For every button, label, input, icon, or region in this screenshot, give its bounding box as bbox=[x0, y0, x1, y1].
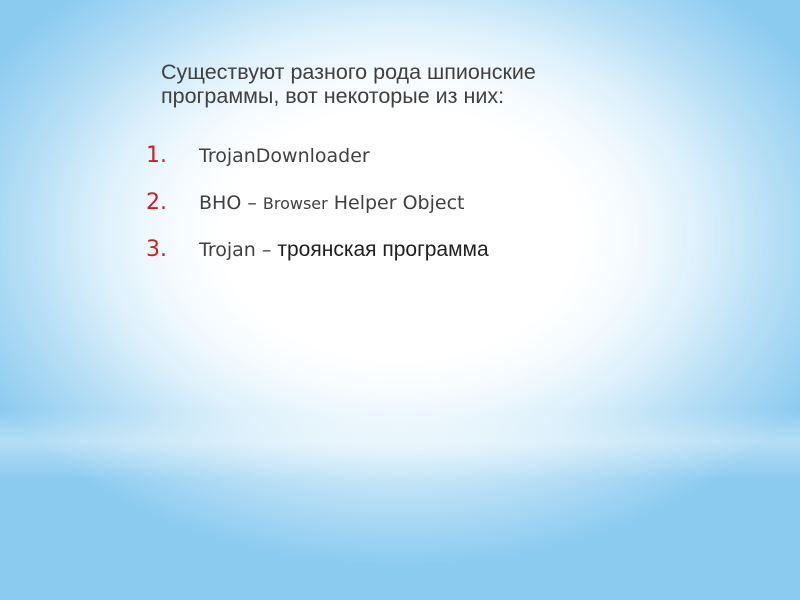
list-item bbox=[146, 179, 706, 226]
list-text-part: Browser bbox=[262, 193, 328, 213]
spyware-list bbox=[146, 132, 706, 273]
list-text-part: троянская программа bbox=[277, 237, 489, 261]
list-item bbox=[146, 226, 706, 273]
list-number: 1. bbox=[146, 143, 167, 168]
list-text-part: Trojan – bbox=[199, 238, 278, 261]
intro-text: Существуют разного рода шпионские программы, вот некоторые из них: bbox=[161, 60, 536, 108]
list-text-part: Helper Object bbox=[327, 191, 465, 214]
list-text: TrojanDownloader bbox=[199, 144, 370, 167]
list-text bbox=[199, 192, 464, 214]
list-text bbox=[199, 238, 489, 262]
list-number: 3. bbox=[146, 237, 167, 262]
list-item bbox=[146, 132, 706, 179]
list-number: 2. bbox=[146, 190, 167, 215]
list-text-part: BHO – bbox=[199, 191, 263, 214]
